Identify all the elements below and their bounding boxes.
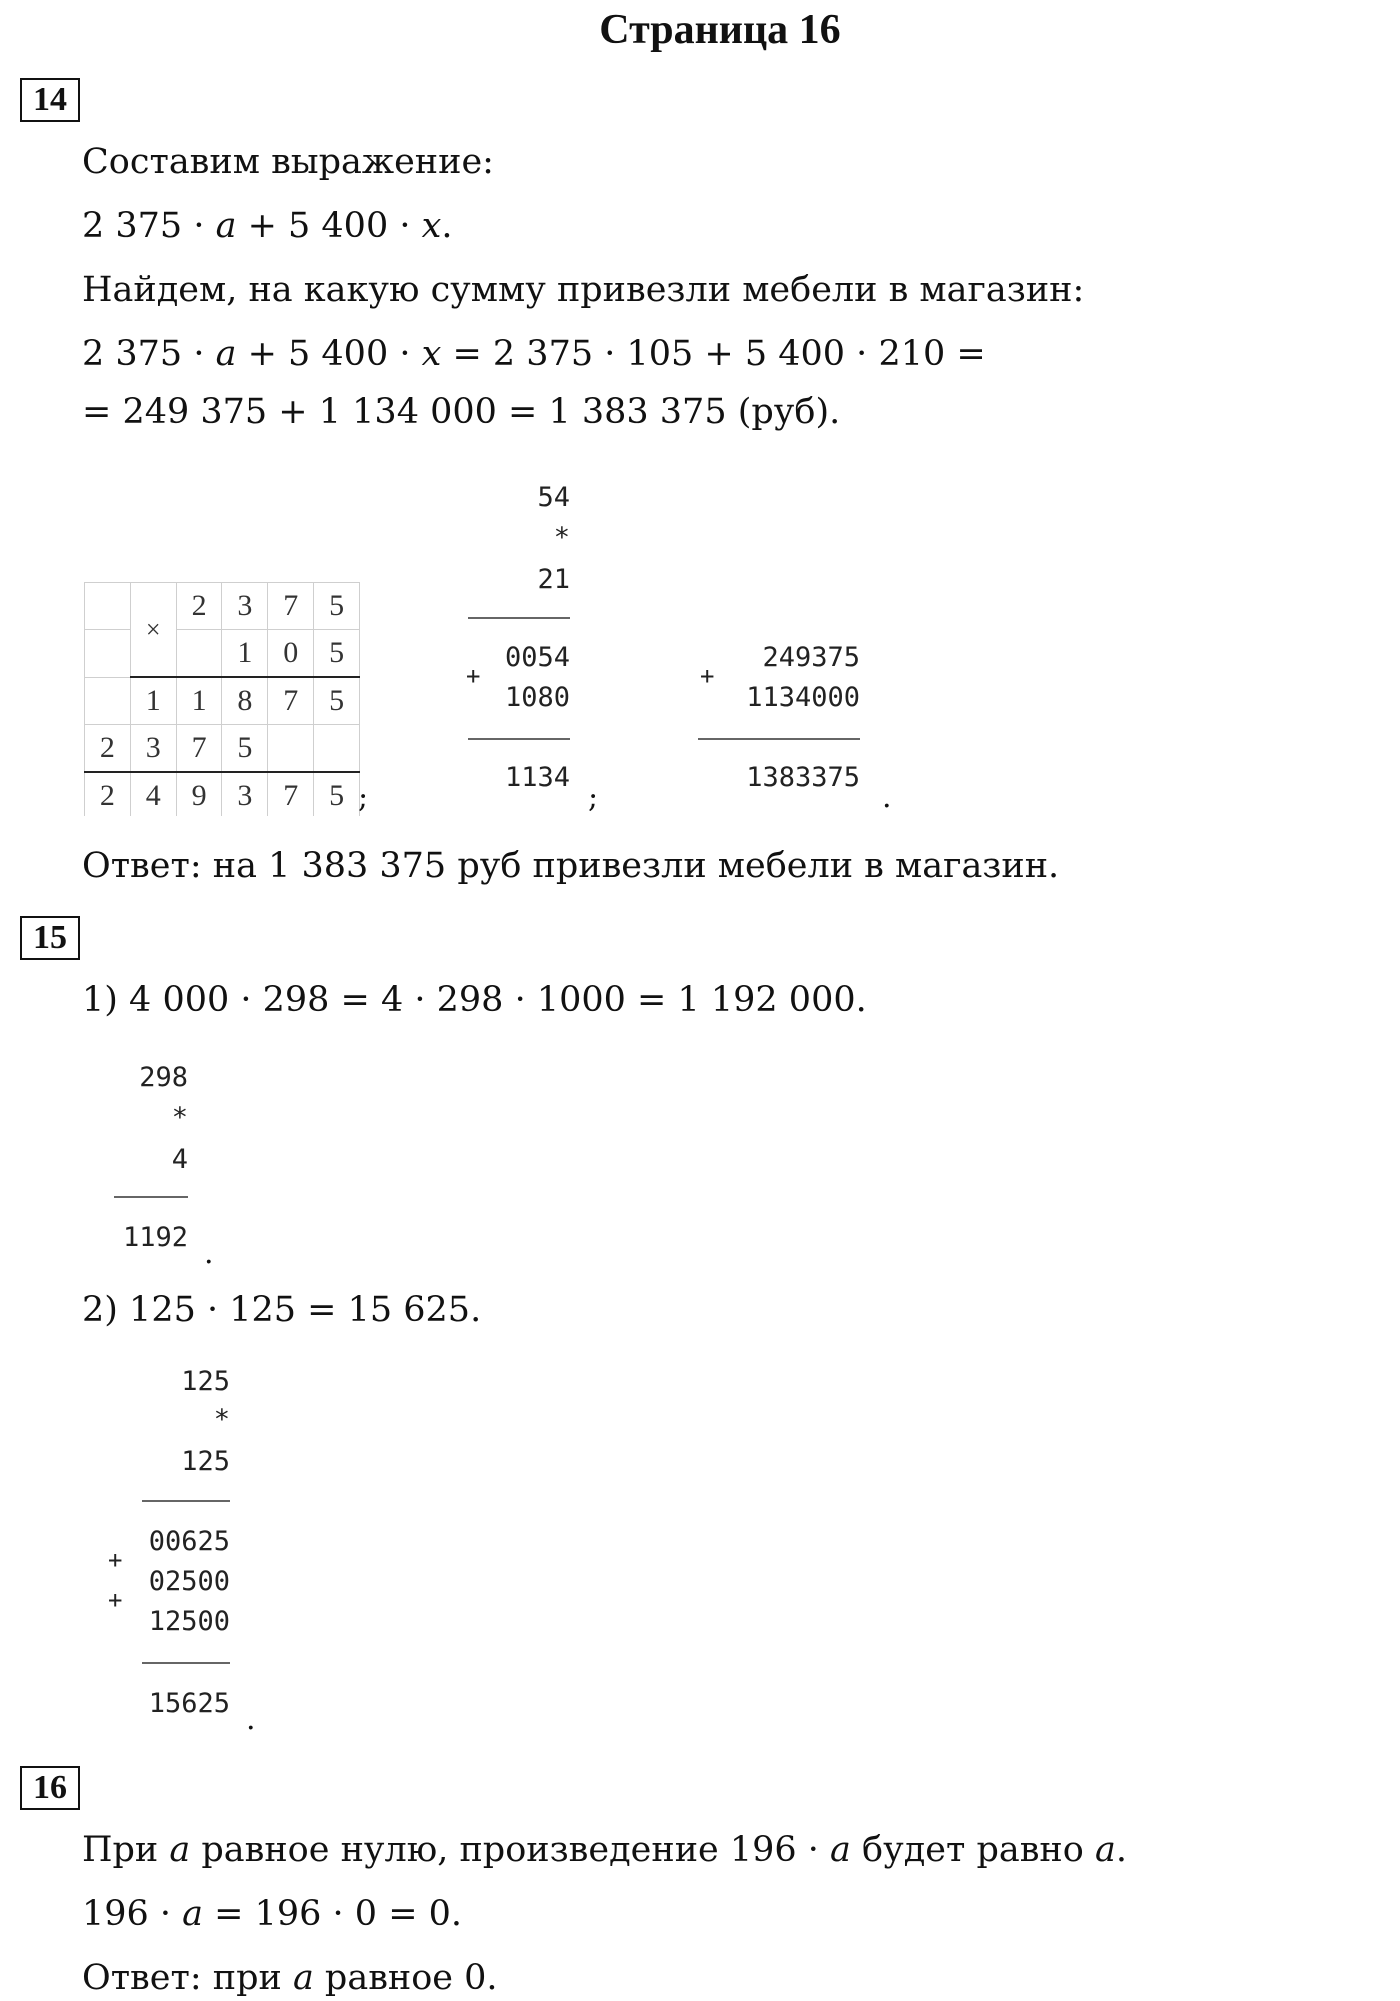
grid-cell: 7 (268, 583, 314, 630)
plus-sign: + (108, 1546, 123, 1574)
sum-result: 1383375 (746, 762, 860, 793)
grid-cell: 4 (130, 772, 176, 816)
calc-result: 1134 (504, 762, 570, 793)
calc-divider (698, 738, 860, 740)
grid-cell: 3 (222, 583, 268, 630)
grid-cell: 1 (176, 677, 222, 725)
separator-period: . (882, 780, 892, 815)
task15-line-1: 1) 4 000 · 298 = 4 · 298 · 1000 = 1 192 000. (82, 980, 867, 1020)
sum-operand-b: 1134000 (746, 682, 860, 713)
grid-cell: 7 (176, 725, 222, 773)
calc-partial-2: 1080 (504, 682, 570, 713)
separator-period: . (246, 1702, 256, 1737)
task14-answer: Ответ: на 1 383 375 руб привезли мебели в магазин. (82, 846, 1060, 886)
plus-sign: + (700, 662, 715, 690)
grid-cell: 2 (176, 583, 222, 630)
grid-cell (176, 630, 222, 678)
calc-operand-a: 54 (537, 482, 570, 513)
task14-line-5: = 249 375 + 1 134 000 = 1 383 375 (руб). (82, 392, 841, 432)
task-number-16: 16 (20, 1766, 80, 1810)
grid-cell: 2 (85, 725, 131, 773)
grid-cell: 1 (130, 677, 176, 725)
grid-cell: 3 (130, 725, 176, 773)
calc-partial-1: 00625 (148, 1526, 230, 1557)
task-number-15: 15 (20, 916, 80, 960)
grid-cell: 1 (222, 630, 268, 678)
grid-cell (268, 725, 314, 773)
grid-cell: 7 (268, 772, 314, 816)
grid-cell: 5 (314, 583, 360, 630)
calc-result: 1192 (122, 1222, 188, 1253)
task15-line-2: 2) 125 · 125 = 15 625. (82, 1290, 482, 1330)
grid-cell: 5 (314, 677, 360, 725)
calc-operator: * (553, 522, 570, 553)
grid-cell (85, 630, 131, 678)
grid-cell: 2 (85, 772, 131, 816)
grid-cell: 0 (268, 630, 314, 678)
calc-operand-a: 125 (181, 1366, 230, 1397)
calc-operator: * (213, 1404, 230, 1435)
grid-cell: 5 (314, 772, 360, 816)
task14-expression: 2 375 · 𝑎 + 5 400 · 𝑥. (82, 206, 453, 246)
task16-line-2: 196 · 𝑎 = 196 · 0 = 0. (82, 1894, 463, 1934)
task14-line-4: 2 375 · 𝑎 + 5 400 · 𝑥 = 2 375 · 105 + 5 400 · 210 = (82, 334, 986, 374)
task16-answer: Ответ: при 𝑎 равное 0. (82, 1958, 498, 1998)
task16-line-1: При 𝑎 равное нулю, произведение 196 · 𝑎 будет равно 𝑎. (82, 1830, 1127, 1870)
task14-line-3: Найдем, на какую сумму привезли мебели в магазин: (82, 270, 1085, 310)
calc-operator: * (171, 1102, 188, 1133)
calc-operand-b: 125 (181, 1446, 230, 1477)
page-title: Страница 16 (599, 7, 841, 53)
calc-divider (142, 1500, 230, 1502)
grid-cell: 5 (222, 725, 268, 773)
multiply-sign: × (130, 583, 176, 678)
separator-period: . (204, 1236, 214, 1271)
calc-operand-a: 298 (139, 1062, 188, 1093)
grid-cell (85, 677, 131, 725)
calc-divider (142, 1662, 230, 1664)
grid-cell (314, 725, 360, 773)
calc-divider (468, 738, 570, 740)
separator-semicolon: ; (358, 780, 369, 815)
calc-partial-3: 12500 (148, 1606, 230, 1637)
calc-operand-b: 4 (171, 1144, 188, 1175)
grid-cell: 7 (268, 677, 314, 725)
column-multiplication-grid (84, 582, 360, 816)
task14-line-1: Составим выражение: (82, 142, 494, 182)
grid-cell: 5 (314, 630, 360, 678)
calc-divider (114, 1196, 188, 1198)
calc-operand-b: 21 (537, 564, 570, 595)
separator-semicolon: ; (588, 780, 599, 815)
calc-partial-1: 0054 (504, 642, 570, 673)
calc-partial-2: 02500 (148, 1566, 230, 1597)
grid-cell (85, 583, 131, 630)
grid-cell: 8 (222, 677, 268, 725)
grid-cell: 3 (222, 772, 268, 816)
calc-result: 15625 (148, 1688, 230, 1719)
calc-divider (468, 617, 570, 619)
plus-sign: + (108, 1586, 123, 1614)
sum-operand-a: 249375 (762, 642, 860, 673)
plus-sign: + (466, 662, 481, 690)
task-number-14: 14 (20, 78, 80, 122)
grid-cell: 9 (176, 772, 222, 816)
